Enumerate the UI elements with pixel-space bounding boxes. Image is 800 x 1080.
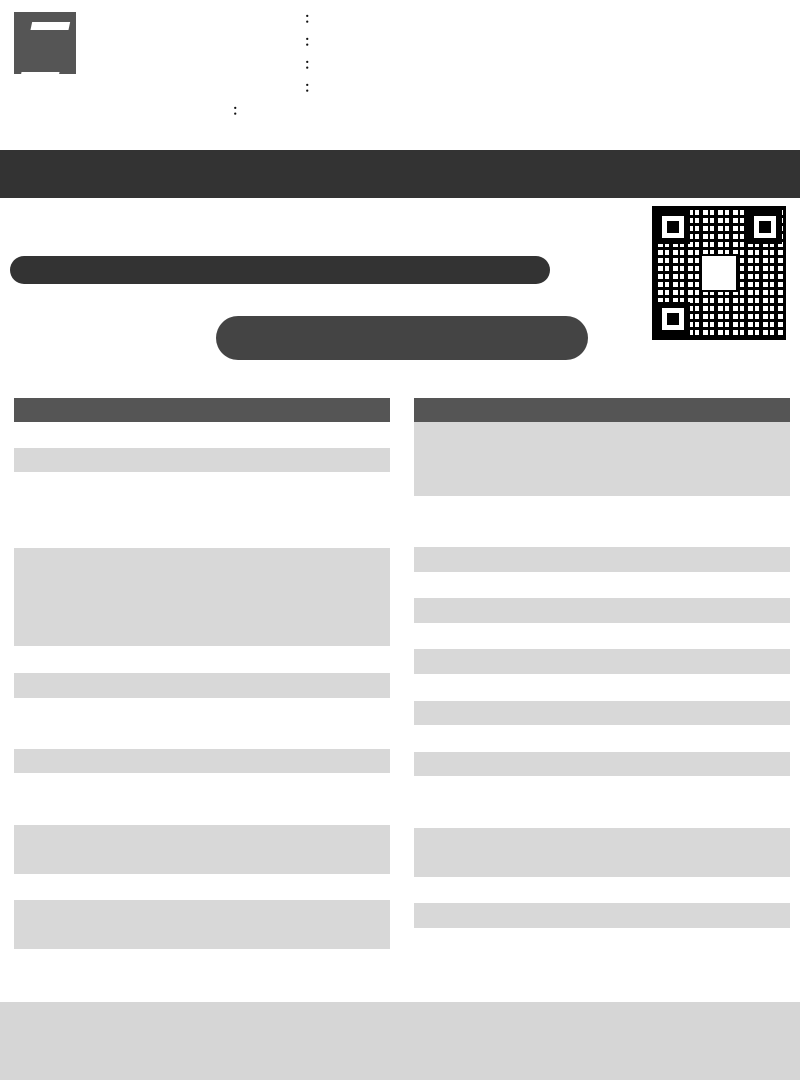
country-cell bbox=[14, 473, 164, 547]
country-cell bbox=[414, 422, 564, 496]
visa-item bbox=[164, 573, 390, 598]
contact-label bbox=[232, 77, 304, 100]
visa-items bbox=[564, 547, 790, 572]
promo-section bbox=[0, 200, 800, 370]
visa-item bbox=[164, 473, 390, 498]
country-cell bbox=[14, 875, 164, 900]
country-cell bbox=[414, 547, 564, 572]
receiver bbox=[232, 123, 798, 146]
visa-item bbox=[564, 675, 790, 700]
contact-phone bbox=[314, 54, 524, 77]
table-row bbox=[414, 497, 790, 547]
country-cell bbox=[414, 828, 564, 877]
contact-mobile bbox=[524, 77, 640, 100]
table-row bbox=[414, 828, 790, 878]
header bbox=[0, 0, 800, 148]
contact-phone bbox=[314, 31, 524, 54]
country-cell bbox=[414, 878, 564, 903]
table-row bbox=[14, 548, 390, 647]
hk-macau-fees bbox=[0, 960, 800, 1000]
footer-remarks bbox=[0, 1002, 800, 1080]
contact-label bbox=[232, 31, 304, 54]
country-cell bbox=[414, 649, 564, 674]
table-row bbox=[14, 473, 390, 548]
visa-items bbox=[164, 699, 390, 748]
visa-items bbox=[164, 875, 390, 900]
visa-item bbox=[564, 624, 790, 649]
visa-item bbox=[164, 548, 390, 573]
qr-finder-icon bbox=[748, 210, 782, 244]
table-row bbox=[14, 749, 390, 775]
country-cell bbox=[14, 774, 164, 823]
qr-finder-icon bbox=[656, 302, 690, 336]
visa-items bbox=[564, 752, 790, 777]
visa-items bbox=[164, 673, 390, 698]
country-cell bbox=[14, 673, 164, 698]
visa-item bbox=[564, 521, 790, 546]
visa-items bbox=[164, 422, 390, 447]
country-cell bbox=[14, 422, 164, 447]
visa-item bbox=[164, 875, 390, 900]
contact-phone bbox=[314, 8, 524, 31]
visa-item bbox=[164, 522, 390, 547]
visa-item bbox=[564, 547, 790, 572]
contact-mobile bbox=[524, 8, 640, 31]
visa-price-table-left bbox=[14, 398, 390, 950]
qr-code-icon[interactable] bbox=[652, 206, 786, 340]
visa-item bbox=[164, 673, 390, 698]
qr-center-logo bbox=[700, 254, 738, 292]
country-cell bbox=[414, 675, 564, 700]
contact-mobile bbox=[524, 54, 640, 77]
address-row: ： bbox=[232, 103, 246, 119]
contact-row: ： bbox=[232, 54, 798, 77]
country-cell bbox=[14, 825, 164, 874]
visa-price-table-right bbox=[414, 398, 790, 929]
contact-mobile bbox=[524, 31, 640, 54]
visa-item bbox=[564, 726, 790, 751]
visa-item bbox=[564, 903, 790, 928]
visa-items bbox=[164, 548, 390, 646]
table-row bbox=[14, 422, 390, 448]
table-row bbox=[414, 624, 790, 650]
visa-items bbox=[564, 422, 790, 496]
visa-items bbox=[564, 624, 790, 649]
visa-items bbox=[164, 825, 390, 874]
country-cell bbox=[14, 647, 164, 672]
visa-item bbox=[564, 701, 790, 726]
table-row bbox=[14, 673, 390, 699]
visa-item bbox=[164, 422, 390, 447]
contact-label bbox=[232, 8, 304, 31]
country-cell bbox=[414, 726, 564, 751]
table-row bbox=[414, 777, 790, 827]
visa-item bbox=[164, 448, 390, 473]
visa-item bbox=[564, 447, 790, 472]
visa-item bbox=[164, 622, 390, 647]
visa-item bbox=[164, 825, 390, 850]
visa-item bbox=[564, 802, 790, 827]
visa-item bbox=[164, 699, 390, 724]
visa-item bbox=[164, 849, 390, 874]
visa-items bbox=[564, 649, 790, 674]
visa-item bbox=[564, 649, 790, 674]
visa-item bbox=[164, 749, 390, 774]
visa-item bbox=[164, 647, 390, 672]
visa-item bbox=[564, 471, 790, 496]
contact-row: ： bbox=[232, 8, 798, 31]
visa-item bbox=[164, 799, 390, 824]
visa-items bbox=[564, 573, 790, 598]
table-row bbox=[14, 875, 390, 901]
visa-items bbox=[564, 701, 790, 726]
table-row bbox=[14, 699, 390, 749]
contact-label bbox=[232, 54, 304, 77]
country-cell bbox=[14, 900, 164, 949]
visa-item bbox=[164, 900, 390, 925]
visa-items bbox=[564, 878, 790, 903]
visa-item bbox=[564, 598, 790, 623]
visa-item bbox=[564, 878, 790, 903]
table-row bbox=[414, 422, 790, 497]
table-row bbox=[414, 878, 790, 904]
visa-items bbox=[564, 777, 790, 826]
visa-item bbox=[564, 828, 790, 853]
visa-item bbox=[164, 597, 390, 622]
table-row bbox=[14, 448, 390, 474]
country-cell bbox=[14, 548, 164, 646]
visa-item bbox=[164, 774, 390, 799]
table-row bbox=[414, 598, 790, 624]
visa-item bbox=[564, 777, 790, 802]
visa-items bbox=[564, 726, 790, 751]
contact-row: ： bbox=[232, 77, 798, 100]
table-row bbox=[414, 573, 790, 599]
country-cell bbox=[14, 749, 164, 774]
country-cell bbox=[14, 699, 164, 748]
relocation-notice bbox=[0, 150, 800, 198]
contact-row: ： bbox=[232, 31, 798, 54]
qr-finder-icon bbox=[656, 210, 690, 244]
visa-items bbox=[564, 903, 790, 928]
visa-items bbox=[164, 473, 390, 547]
visa-items bbox=[564, 675, 790, 700]
visa-item bbox=[564, 752, 790, 777]
table-header bbox=[14, 398, 390, 422]
country-cell bbox=[414, 777, 564, 826]
contact-phone bbox=[314, 77, 524, 100]
country-cell bbox=[414, 903, 564, 928]
visa-item bbox=[564, 497, 790, 522]
table-row bbox=[14, 774, 390, 824]
visa-items bbox=[564, 828, 790, 877]
table-row bbox=[414, 675, 790, 701]
visa-items bbox=[564, 497, 790, 546]
visa-item bbox=[564, 852, 790, 877]
visa-item bbox=[164, 925, 390, 950]
country-cell bbox=[414, 624, 564, 649]
table-header bbox=[414, 398, 790, 422]
country-cell bbox=[414, 752, 564, 777]
country-cell bbox=[414, 573, 564, 598]
country-cell bbox=[14, 448, 164, 473]
country-cell bbox=[414, 701, 564, 726]
table-row bbox=[414, 726, 790, 752]
country-cell bbox=[414, 598, 564, 623]
table-row bbox=[14, 647, 390, 673]
logo-mark-icon bbox=[14, 12, 76, 74]
table-row bbox=[414, 547, 790, 573]
visa-items bbox=[164, 774, 390, 823]
table-row bbox=[414, 701, 790, 727]
visa-items bbox=[164, 448, 390, 473]
table-row bbox=[14, 900, 390, 950]
visa-item bbox=[164, 723, 390, 748]
visa-items bbox=[164, 647, 390, 672]
table-row bbox=[414, 649, 790, 675]
visa-items bbox=[164, 900, 390, 949]
visa-item bbox=[564, 573, 790, 598]
company-logo bbox=[14, 8, 224, 146]
visa-item bbox=[164, 498, 390, 523]
contact-list bbox=[232, 8, 798, 146]
visa-item bbox=[564, 422, 790, 447]
visa-items bbox=[164, 749, 390, 774]
visa-items bbox=[564, 598, 790, 623]
table-row bbox=[414, 903, 790, 929]
table-row bbox=[414, 752, 790, 778]
featured-visa-banner bbox=[216, 316, 588, 360]
table-row bbox=[14, 825, 390, 875]
country-cell bbox=[414, 497, 564, 546]
wechat-insurance-banner bbox=[10, 256, 550, 284]
